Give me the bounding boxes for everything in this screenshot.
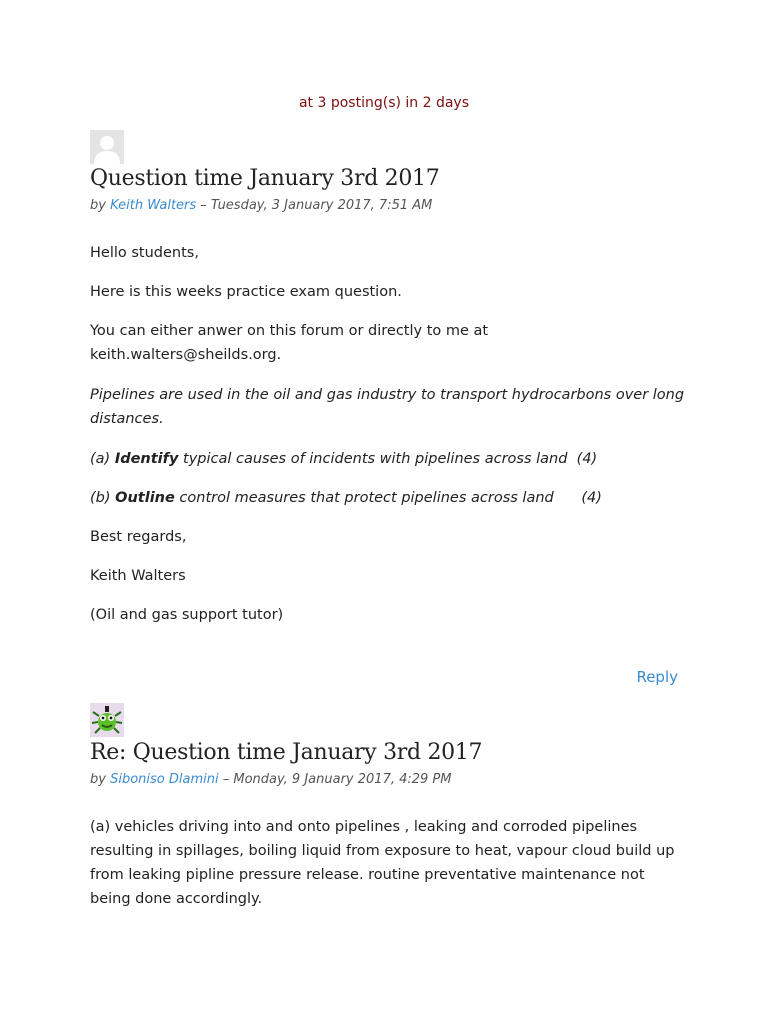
part-a-keyword: Identify (114, 451, 179, 467)
part-a-rest: typical causes of incidents with pipelines across land (4) (178, 451, 598, 467)
author-avatar[interactable] (90, 703, 124, 737)
post-date: – Tuesday, 3 January 2017, 7:51 AM (196, 198, 433, 213)
post-contact: You can either anwer on this forum or directly to me at keith.walters@sheilds.org. (90, 323, 489, 363)
signature-name: Keith Walters (90, 568, 186, 584)
posting-summary: at 3 posting(s) in 2 days (298, 95, 470, 111)
post-answer: (a) vehicles driving into and onto pipelines , leaking and corroded pipelines resulting in spillages, boiling liquid from exposure to heat, vapour cloud build up from leaking pipline pressure release. routine preventative maintenance not being done accordingly. (90, 819, 675, 907)
part-b-prefix: (b) (90, 490, 116, 506)
author-link[interactable]: Keith Walters (110, 198, 197, 213)
post-date: – Monday, 9 January 2017, 4:29 PM (218, 772, 452, 787)
question-italic: Pipelines are used in the oil and gas industry to transport hydrocarbons over long distances. (90, 387, 685, 427)
post-title: Question time January 3rd 2017 (90, 166, 440, 191)
author-link[interactable]: Siboniso Dlamini (110, 772, 219, 787)
signature-role: (Oil and gas support tutor) (90, 607, 284, 623)
question-part-b (90, 486, 690, 510)
part-b-keyword: Outline (115, 490, 175, 506)
question-part-a (90, 447, 690, 471)
post-byline (90, 198, 432, 213)
byline-by: by (90, 198, 106, 213)
green-bug-avatar-icon (90, 703, 124, 737)
post-title: Re: Question time January 3rd 2017 (90, 740, 483, 765)
post-byline (90, 772, 451, 787)
post-greeting: Hello students, (90, 245, 199, 261)
reply-link[interactable]: Reply (636, 668, 678, 686)
default-user-icon (90, 130, 124, 164)
part-a-prefix: (a) (90, 451, 115, 467)
part-b-rest: control measures that protect pipelines across land (4) (174, 490, 602, 506)
post-intro: Here is this weeks practice exam question. (90, 284, 402, 300)
byline-by: by (90, 772, 106, 787)
post-signoff: Best regards, (90, 529, 187, 545)
question-text (90, 383, 690, 431)
author-avatar[interactable] (90, 130, 124, 164)
